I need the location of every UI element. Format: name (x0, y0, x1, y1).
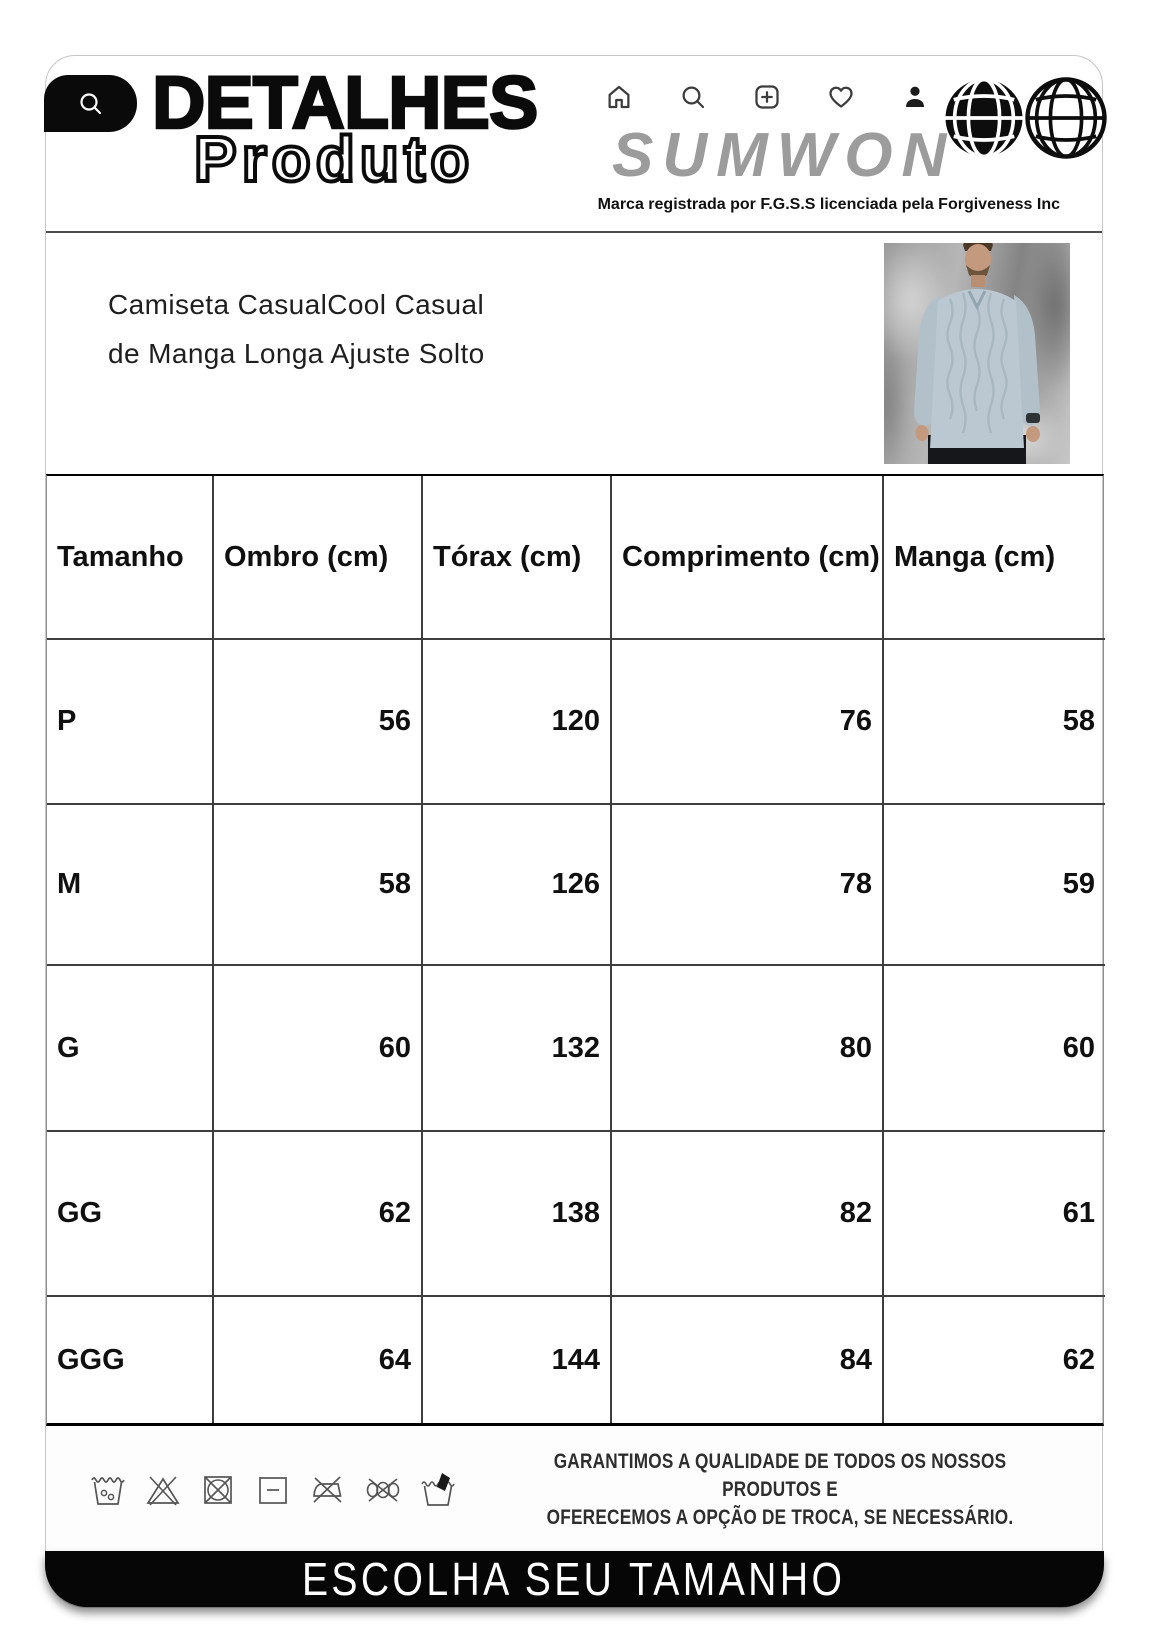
product-title-line1: Camiseta CasualCool Casual (108, 289, 485, 320)
column-header-torax: Tórax (cm) (423, 476, 612, 640)
hand-wash-icon (418, 1470, 458, 1510)
guarantee-line1: GARANTIMOS A QUALIDADE DE TODOS OS NOSSOS PRODUTOS E (553, 1449, 1007, 1502)
search-button[interactable] (44, 75, 137, 132)
profile-icon[interactable] (900, 82, 930, 112)
machine-wash-icon (88, 1470, 128, 1510)
table-cell: 78 (612, 805, 884, 966)
do-not-tumble-dry-icon (198, 1470, 238, 1510)
column-header-ombro: Ombro (cm) (214, 476, 423, 640)
model-illustration (884, 243, 1070, 464)
table-cell: 138 (423, 1132, 612, 1297)
table-cell: 144 (423, 1297, 612, 1423)
table-cell: 84 (612, 1297, 884, 1423)
table-cell: 80 (612, 966, 884, 1132)
table-cell: 60 (884, 966, 1105, 1132)
table-cell: 60 (214, 966, 423, 1132)
table-cell: 132 (423, 966, 612, 1132)
table-cell: 64 (214, 1297, 423, 1423)
do-not-wring-icon (363, 1470, 403, 1510)
header-divider (46, 231, 1102, 233)
heart-icon[interactable] (826, 82, 856, 112)
table-cell: 126 (423, 805, 612, 966)
choose-size-button[interactable] (45, 1551, 1104, 1607)
care-icons (88, 1470, 458, 1510)
column-header-comprimento: Comprimento (cm) (612, 476, 884, 640)
guarantee-text (522, 1448, 1037, 1532)
table-cell: 76 (612, 640, 884, 805)
care-section (46, 1426, 1102, 1554)
do-not-bleach-icon (143, 1470, 183, 1510)
guarantee-line2: OFERECEMOS A OPÇÃO DE TROCA, SE NECESSÁRIO. (546, 1504, 1014, 1529)
logo-title: DETALHES (152, 61, 538, 144)
table-cell: 61 (884, 1132, 1105, 1297)
table-cell: 58 (214, 805, 423, 966)
column-header-tamanho: Tamanho (47, 476, 214, 640)
add-post-icon[interactable] (752, 82, 782, 112)
size-table (46, 474, 1104, 1426)
brand-name: SUMWON (612, 121, 956, 190)
table-cell: 59 (884, 805, 1105, 966)
nav-icon-bar (604, 82, 930, 112)
search-icon (75, 88, 107, 120)
choose-size-label: ESCOLHA SEU TAMANHO (302, 1553, 846, 1605)
product-photo (884, 243, 1070, 464)
product-card (45, 55, 1103, 1608)
dry-flat-icon (253, 1470, 293, 1510)
table-cell: 82 (612, 1132, 884, 1297)
search-nav-icon[interactable] (678, 82, 708, 112)
table-cell: 120 (423, 640, 612, 805)
home-icon[interactable] (604, 82, 634, 112)
product-title-line2: de Manga Longa Ajuste Solto (108, 338, 485, 369)
size-label-ggg: GGG (47, 1297, 214, 1423)
brand-logo-globes (940, 74, 1110, 162)
do-not-iron-icon (308, 1470, 348, 1510)
globe-outline-icon (1022, 74, 1110, 162)
table-cell: 56 (214, 640, 423, 805)
trademark-notice: Marca registrada por F.G.S.S licenciada pela Forgiveness Inc (597, 196, 1060, 213)
table-cell: 58 (884, 640, 1105, 805)
size-label-gg: GG (47, 1132, 214, 1297)
size-label-m: M (47, 805, 214, 966)
table-cell: 62 (214, 1132, 423, 1297)
size-label-g: G (47, 966, 214, 1132)
product-title (108, 280, 485, 378)
table-cell: 62 (1062, 1343, 1095, 1376)
logo-subtitle: Produto (194, 123, 475, 195)
size-label-p: P (47, 640, 214, 805)
column-header-manga: Manga (cm) (884, 476, 1105, 640)
